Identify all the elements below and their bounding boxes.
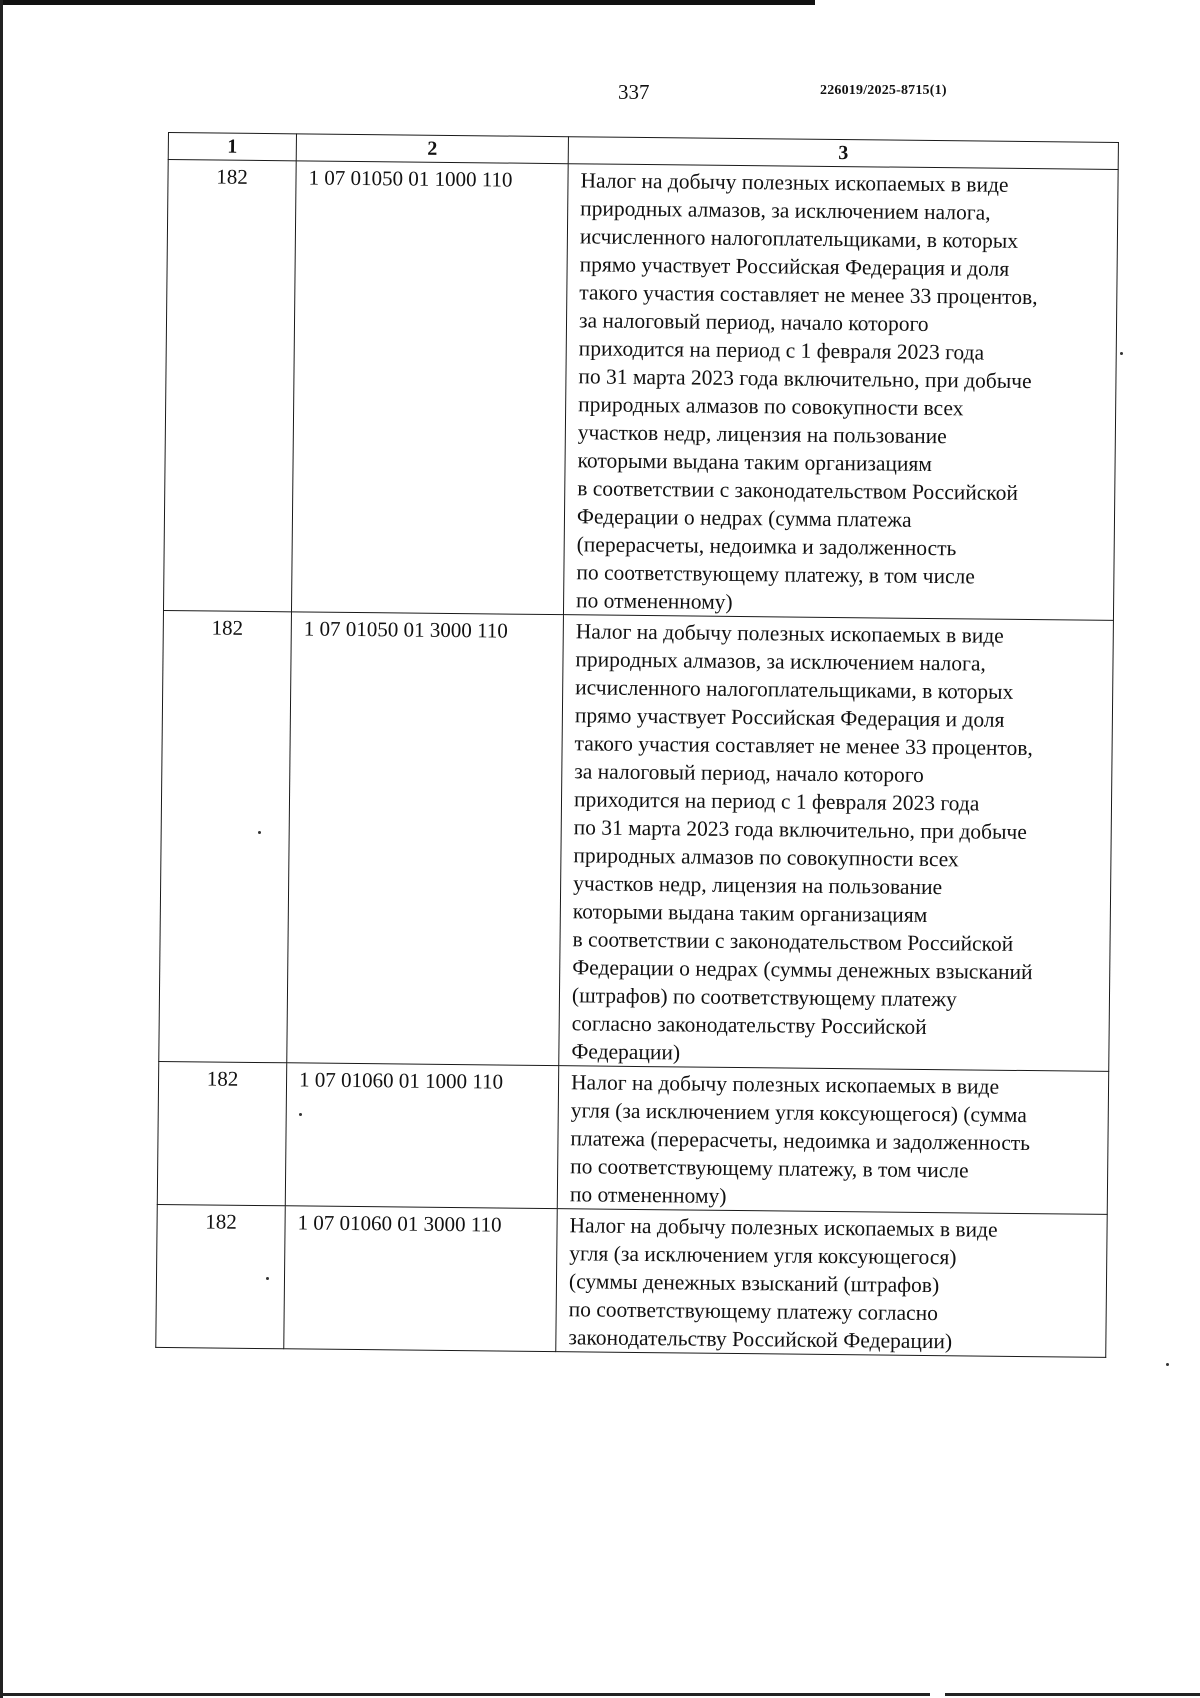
description-line: (перерасчеты, недоимка и задолженность (576, 532, 957, 561)
document-number: 226019/2025-8715(1) (820, 83, 947, 98)
description-line: Налог на добычу полезных ископаемых в виде (570, 1070, 1000, 1099)
description-cell (557, 1066, 1108, 1215)
description-line: такого участия составляет не менее 33 процентов, (574, 731, 1033, 761)
description-line: по отмененному) (575, 588, 733, 614)
description-line: по соответствующему платежу, в том числе (570, 1154, 969, 1183)
description-line: законодательству Российской Федерации) (568, 1325, 953, 1354)
kbk-code-cell: 1 07 01050 01 1000 110 (291, 161, 568, 615)
description-line: по соответствующему платежу, в том числе (576, 560, 975, 589)
kbk-code-cell: 1 07 01050 01 3000 110 (287, 612, 564, 1066)
description-line: такого участия составляет не менее 33 процентов, (579, 280, 1038, 310)
description-line: природных алмазов, за исключением налога, (580, 196, 991, 225)
description-line: Налог на добычу полезных ископаемых в виде (580, 168, 1009, 197)
admin-code-cell: 182 (157, 1061, 286, 1205)
scan-speck (1166, 1363, 1169, 1366)
admin-code-cell: 182 (159, 610, 292, 1062)
description-line: в соответствии с законодательством Российской (577, 476, 1019, 505)
table-body (156, 160, 1118, 1358)
kbk-code-cell: 1 07 01060 01 3000 110 (284, 1206, 557, 1352)
description-line: Федерации о недрах (суммы денежных взысканий (572, 955, 1033, 985)
table-row (156, 1204, 1107, 1357)
description-line: угля (за исключением угля коксующегося) (сумма (570, 1098, 1027, 1128)
description-line: за налоговый период, начало которого (574, 759, 925, 787)
description-line: платежа (перерасчеты, недоимка и задолженность (570, 1126, 1031, 1156)
description-line: Федерации о недрах (сумма платежа (576, 504, 912, 532)
scan-edge-bottom-right (945, 1693, 1200, 1696)
column-header-3: 3 (568, 137, 1118, 170)
description-line: природных алмазов по совокупности всех (573, 843, 959, 872)
scan-edge-top (0, 0, 815, 5)
scan-edge-bottom (0, 1693, 930, 1696)
description-line: по отмененному) (569, 1182, 727, 1208)
description-line: участков недр, лицензия на пользование (577, 420, 947, 449)
description-cell (563, 164, 1118, 621)
description-line: угля (за исключением угля коксующегося) (569, 1241, 957, 1270)
description-line: прямо участвует Российская Федерация и доля (579, 252, 1010, 281)
description-line: Налог на добычу полезных ископаемых в виде (575, 619, 1004, 648)
description-line: исчисленного налогоплательщиками, в которых (579, 224, 1019, 253)
description-cell (556, 1209, 1107, 1358)
description-line: по 31 марта 2023 года включительно, при добыче (578, 364, 1032, 394)
description-line: которыми выдана таким организациям (577, 448, 933, 477)
description-line: (штрафов) по соответствующему платежу (571, 983, 957, 1012)
description-line: участков недр, лицензия на пользование (573, 871, 943, 900)
description-line: прямо участвует Российская Федерация и доля (574, 703, 1005, 732)
description-line: приходится на период с 1 февраля 2023 года (573, 787, 980, 816)
scan-edge-left (0, 0, 3, 1698)
column-header-1: 1 (168, 133, 296, 161)
description-line: согласно законодательству Российской (571, 1011, 927, 1039)
description-line: которыми выдана таким организациям (572, 899, 928, 927)
admin-code-cell: 182 (163, 160, 296, 612)
table-row (163, 160, 1118, 621)
description-line: за налоговый период, начало которого (578, 308, 929, 336)
description-line: исчисленного налогоплательщиками, в которых (575, 675, 1014, 704)
description-line: природных алмазов по совокупности всех (578, 392, 964, 421)
description-cell (559, 615, 1114, 1072)
admin-code-cell: 182 (156, 1204, 285, 1348)
description-line: в соответствии с законодательством Российской (572, 927, 1014, 956)
description-line: приходится на период с 1 февраля 2023 года (578, 336, 985, 365)
description-line: (суммы денежных взысканий (штрафов) (568, 1269, 940, 1298)
description-line: природных алмазов, за исключением налога, (575, 647, 986, 676)
page-number: 337 (618, 80, 650, 104)
table-row (159, 610, 1114, 1071)
kbk-code-cell: 1 07 01060 01 1000 110 (285, 1063, 558, 1209)
scan-speck (1120, 352, 1123, 355)
column-header-2: 2 (296, 134, 568, 164)
table-row (157, 1061, 1108, 1214)
budget-classification-table (155, 132, 1119, 1358)
description-line: Федерации) (571, 1039, 681, 1065)
description-line: Налог на добычу полезных ископаемых в виде (569, 1213, 998, 1242)
description-line: по соответствующему платежу согласно (568, 1297, 939, 1326)
description-line: по 31 марта 2023 года включительно, при добыче (573, 815, 1027, 845)
